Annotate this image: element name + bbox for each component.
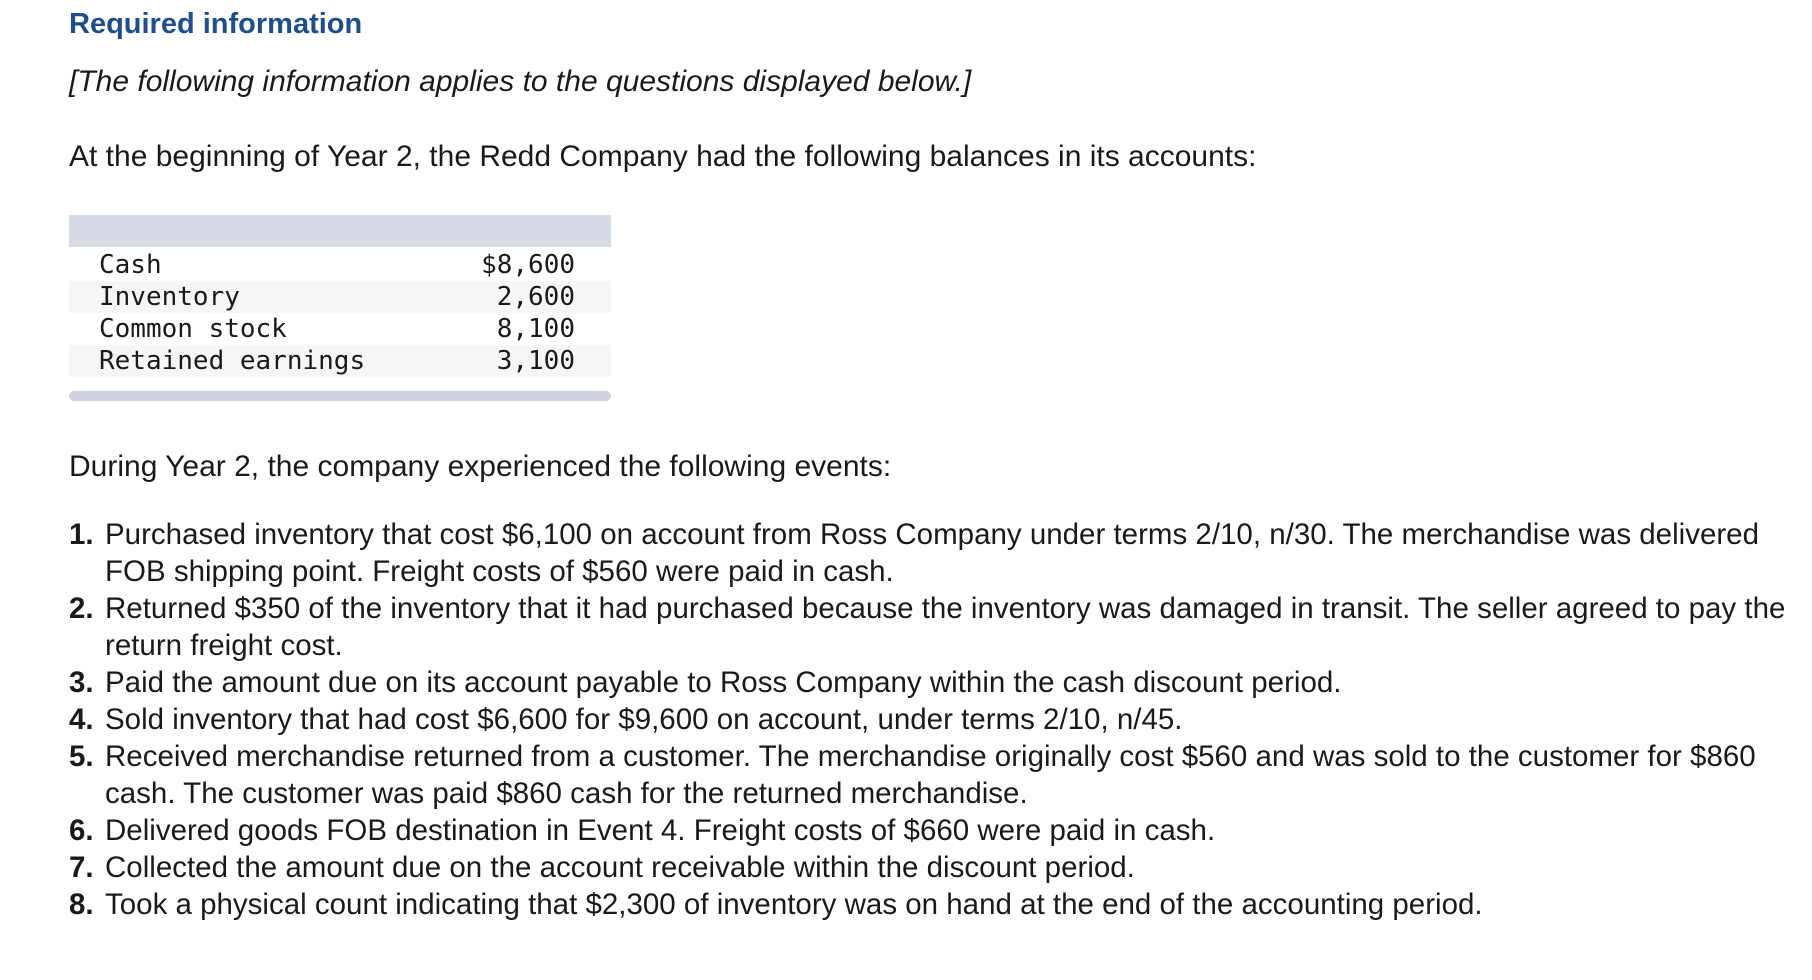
events-list [69,516,1789,923]
event-text: Purchased inventory that cost $6,100 on account from Ross Company under terms 2/10, n/30. The merchandise was delivered FOB shipping point. Freight costs of $560 were paid in cash. [105,518,1759,588]
account-amount: 2,600 [496,282,575,312]
balances-table [69,215,611,401]
table-row [69,345,611,377]
table-scrollbar[interactable] [69,391,611,401]
list-item [69,738,1789,812]
event-number: 8. [69,888,94,921]
event-text: Sold inventory that had cost $6,600 for $9,600 on account, under terms 2/10, n/45. [105,703,1183,736]
events-intro: During Year 2, the company experienced the following events: [69,450,892,483]
event-number: 1. [69,518,94,551]
list-item [69,590,1789,664]
event-number: 2. [69,592,94,625]
event-text: Took a physical count indicating that $2,300 of inventory was on hand at the end of the accounting period. [105,888,1483,921]
table-header [69,215,611,247]
event-text: Delivered goods FOB destination in Event 4. Freight costs of $660 were paid in cash. [105,814,1216,847]
event-text: Received merchandise returned from a customer. The merchandise originally cost $560 and was sold to the customer for $860 cash. The customer was paid $860 cash for the returned merchandise. [105,740,1756,810]
event-text: Collected the amount due on the account receivable within the discount period. [105,851,1135,884]
table-row [69,313,611,345]
event-text: Returned $350 of the inventory that it had purchased because the inventory was damaged in transit. The seller agreed to pay the return freight cost. [105,592,1786,662]
account-name: Retained earnings [99,346,366,376]
event-number: 3. [69,666,94,699]
account-amount: $8,600 [481,250,575,280]
event-text: Paid the amount due on its account payable to Ross Company within the cash discount period. [105,666,1342,699]
list-item [69,516,1789,590]
account-name: Common stock [99,314,287,344]
account-name: Inventory [99,282,240,312]
intro-text: At the beginning of Year 2, the Redd Company had the following balances in its accounts: [69,140,1257,173]
event-number: 7. [69,851,94,884]
list-item [69,812,1789,849]
list-item [69,849,1789,886]
page-title: Required information [69,8,363,40]
table-body [69,247,611,387]
event-number: 5. [69,740,94,773]
account-name: Cash [99,250,162,280]
event-number: 6. [69,814,94,847]
table-row [69,249,611,281]
event-number: 4. [69,703,94,736]
intro-note: [The following information applies to the questions displayed below.] [69,65,972,98]
account-amount: 8,100 [496,314,575,344]
list-item [69,664,1789,701]
account-amount: 3,100 [496,346,575,376]
table-row [69,281,611,313]
list-item [69,701,1789,738]
list-item [69,886,1789,923]
